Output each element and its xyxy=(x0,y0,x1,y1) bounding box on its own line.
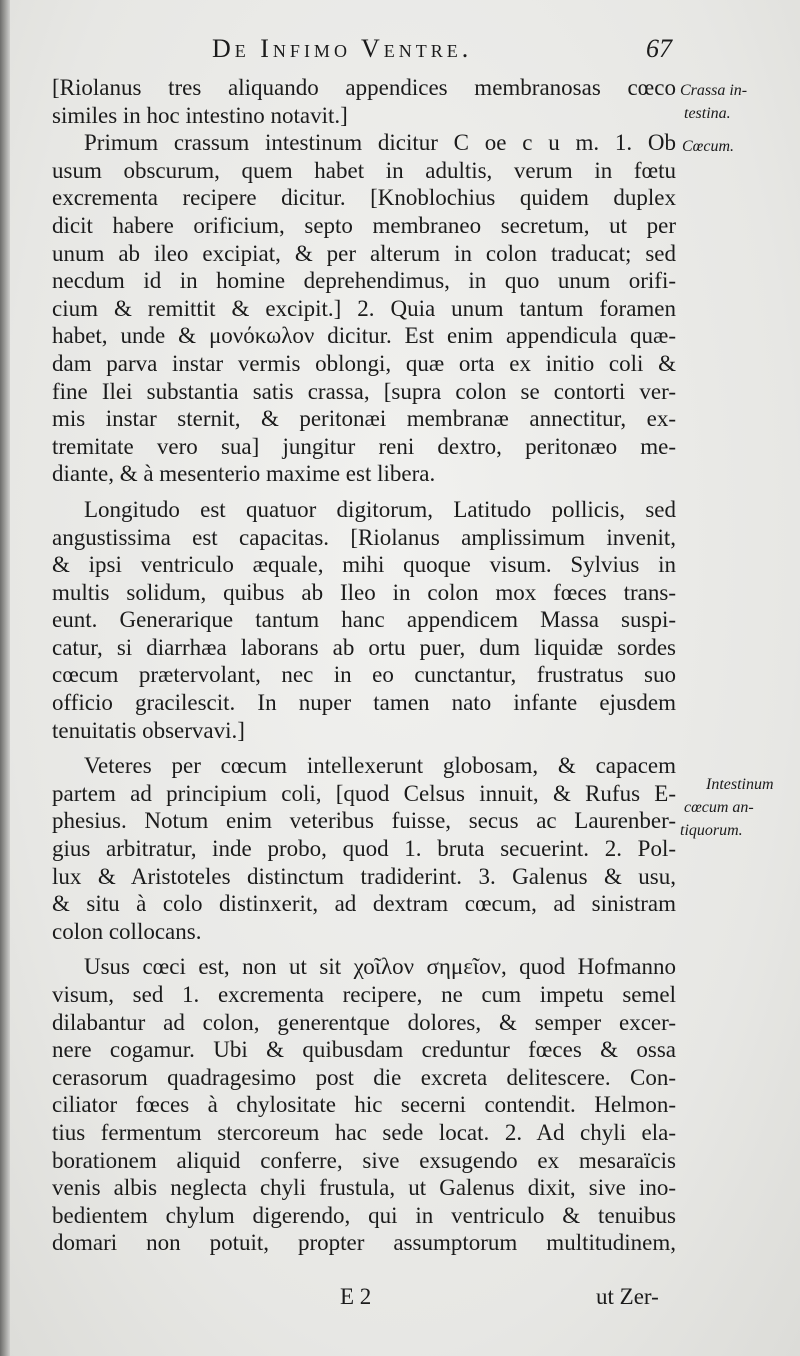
text-line: fine Ilei substantia satis crassa, [supra colon se contorti ver- xyxy=(52,378,676,404)
text-line: dicit habere orificium, septo membraneo secretum, ut per xyxy=(52,212,676,238)
text-line: bedientem chylum digerendo, qui in ventriculo & tenuibus xyxy=(52,1202,676,1228)
text-line: tremitate vero sua] jungitur reni dextro, peritonæo me- xyxy=(52,433,676,459)
text-line: borationem aliquid conferre, sive exsugendo ex mesaraïcis xyxy=(52,1147,676,1173)
text-line: dilabantur ad colon, generentque dolores, & semper excer- xyxy=(52,1009,676,1035)
text-line: catur, si diarrhæa laborans ab ortu puer, dum liquidæ sordes xyxy=(52,634,676,660)
page-binding-edge xyxy=(0,0,10,1356)
text-line: eunt. Generarique tantum hanc appendicem Massa suspi- xyxy=(52,607,676,633)
text-line: cœcum prætervolant, nec in eo cunctantur, frustratus suo xyxy=(52,662,676,688)
margin-note: cœcum an- xyxy=(684,799,754,816)
text-line: multis solidum, quibus ab Ileo in colon mox fœces trans- xyxy=(52,579,676,605)
text-line: Veteres per cœcum intellexerunt globosam, & capacem xyxy=(84,753,676,779)
text-line: officio gracilescit. In nuper tamen nato infante ejusdem xyxy=(52,690,676,716)
running-title: De Infimo Ventre. xyxy=(212,34,473,63)
text-line: partem ad principium coli, [quod Celsus innuit, & Rufus E- xyxy=(52,780,676,806)
page-header xyxy=(0,34,800,74)
text-line: mis instar sternit, & peritonæi membranæ annectitur, ex- xyxy=(52,406,676,432)
page-footer xyxy=(0,1284,800,1324)
margin-note: Cœcum. xyxy=(682,138,734,155)
text-line: lux & Aristoteles distinctum tradiderint. 3. Galenus & usu, xyxy=(52,863,676,889)
margin-note: testina. xyxy=(684,105,731,122)
text-line: habet, unde & μονόκωλον dicitur. Est enim appendicula quæ- xyxy=(52,323,676,349)
text-line: dam parva instar vermis oblongi, quæ orta ex initio coli & xyxy=(52,350,676,376)
text-line: cerasorum quadragesimo post die excreta delitescere. Con- xyxy=(52,1064,676,1090)
text-line: tius fermentum stercoreum hac sede locat. 2. Ad chyli ela- xyxy=(52,1119,676,1145)
text-line: visum, sed 1. excrementa recipere, ne cum impetu semel xyxy=(52,982,676,1007)
text-line: excrementa recipere dicitur. [Knoblochius quidem duplex xyxy=(52,185,676,211)
text-line: colon collocans. xyxy=(52,918,202,944)
text-line: Usus cœci est, non ut sit χοῖλον σημεῖον, quod Hofmanno xyxy=(84,954,676,980)
text-line: gius arbitratur, inde probo, quod 1. bruta secuerint. 2. Pol- xyxy=(52,836,676,862)
text-line: domari non potuit, propter assumptorum multitudinem, xyxy=(52,1230,676,1256)
body-text xyxy=(52,74,676,1257)
signature-mark: E 2 xyxy=(340,1284,372,1309)
text-line: necdum id in homine deprehendimus, in quo unum orifi- xyxy=(52,268,676,294)
text-line: nere cogamur. Ubi & quibusdam creduntur fœces & ossa xyxy=(52,1037,676,1063)
text-line: usum obscurum, quem habet in adultis, verum in fœtu xyxy=(52,157,676,183)
catchword: ut Zer- xyxy=(596,1284,659,1309)
text-line: Longitudo est quatuor digitorum, Latitudo pollicis, sed xyxy=(84,496,676,522)
text-line: cium & remittit & excipit.] 2. Quia unum tantum foramen xyxy=(52,295,676,321)
text-line: similes in hoc intestino notavit.] xyxy=(52,102,348,128)
text-line: venis albis neglecta chyli frustula, ut Galenus dixit, sive ino- xyxy=(52,1175,676,1201)
margin-note: Intestinum xyxy=(706,776,774,793)
text-line: diante, & à mesenterio maxime est libera. xyxy=(52,461,436,487)
text-line: Primum crassum intestinum dicitur C oe c u m. 1. Ob xyxy=(84,130,676,156)
text-line: ciliator fœces à chylositate hic secerni contendit. Helmon- xyxy=(52,1092,676,1118)
text-line: angustissima est capacitas. [Riolanus amplissimum invenit, xyxy=(52,524,676,550)
text-line: & ipsi ventriculo æquale, mihi quoque visum. Sylvius in xyxy=(52,552,676,578)
text-line: tenuitatis observavi.] xyxy=(52,717,245,743)
text-line: phesius. Notum enim veteribus fuisse, secus ac Laurenber- xyxy=(52,808,676,834)
margin-note: tiquorum. xyxy=(680,822,743,839)
text-line: [Riolanus tres aliquando appendices membranosas cœco xyxy=(52,75,676,100)
text-line: unum ab ileo excipiat, & per alterum in colon traducat; sed xyxy=(52,240,676,266)
page-number: 67 xyxy=(646,34,672,63)
margin-note: Crassa in- xyxy=(680,82,748,99)
text-line: & situ à colo distinxerit, ad dextram cœcum, ad sinistram xyxy=(52,891,676,917)
